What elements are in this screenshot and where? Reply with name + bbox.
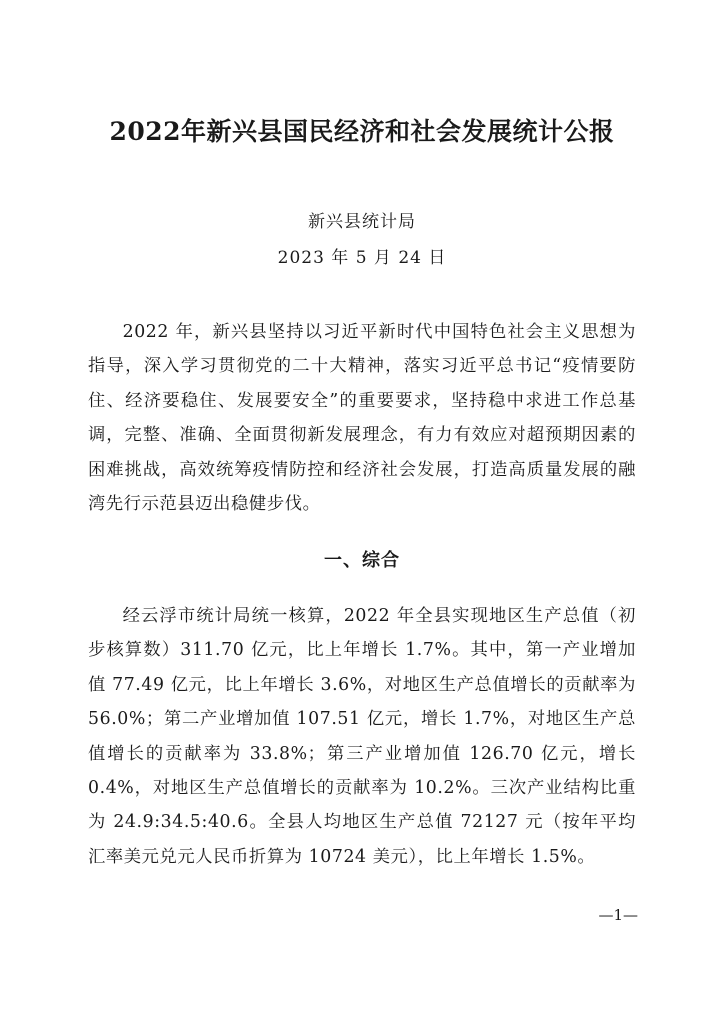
document-title: 2022年新兴县国民经济和社会发展统计公报 bbox=[109, 117, 615, 146]
section-heading-overview: 一、综合 bbox=[324, 550, 400, 571]
document-author: 新兴县统计局 bbox=[308, 212, 416, 232]
section-paragraph-overview: 经云浮市统计局统一核算，2022 年全县实现地区生产总值（初步核算数）311.70 亿元，比上年增长 1.7%。其中，第一产业增加值 77.49 亿元，比上年增长 3.6%，对地区生产总值增长的贡献率为 56.0%；第二产业增加值 107.51 亿元，增长 1.7%，对地区生产总值增长的贡献率为 33.8%；第三产业增加值 126.70 亿元，增长 0.4%，对地区生产总值增长的贡献率为 10.2%。三次产业结构比重为 24.9:34.5:40.6。全县人均地区生产总值 72127 元（按年平均汇率美元兑元人民币折算为 10724 美元），比上年增长 1.5%。 bbox=[88, 606, 636, 867]
document-date: 2023 年 5 月 24 日 bbox=[277, 248, 447, 268]
intro-paragraph: 2022 年，新兴县坚持以习近平新时代中国特色社会主义思想为指导，深入学习贯彻党的二十大精神，落实习近平总书记“疫情要防住、经济要稳住、发展要安全”的重要要求，坚持稳中求进工作总基调，完整、准确、全面贯彻新发展理念，有力有效应对超预期因素的困难挑战，高效统筹疫情防控和经济社会发展，打造高质量发展的融湾先行示范县迈出稳健步伐。 bbox=[88, 322, 636, 515]
page-number: —1— bbox=[598, 906, 638, 924]
